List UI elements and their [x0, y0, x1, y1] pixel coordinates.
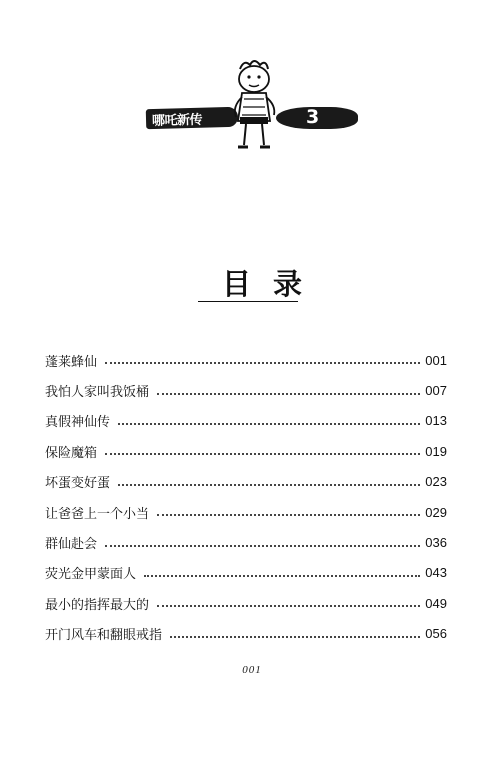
page-number: 001 — [242, 664, 262, 676]
toc-entry[interactable] — [45, 527, 447, 557]
toc-entry-title: 最小的指挥最大的 — [45, 597, 150, 613]
toc-entry-page: 007 — [425, 383, 447, 399]
toc-entry-page: 013 — [425, 413, 447, 429]
dot-leader — [118, 423, 420, 425]
toc-entry-title: 真假神仙传 — [45, 415, 111, 431]
toc-entry[interactable] — [45, 619, 447, 649]
dot-leader — [170, 636, 420, 638]
volume-badge — [276, 107, 358, 129]
toc-entry-page: 036 — [425, 535, 447, 551]
toc-entry[interactable] — [45, 497, 447, 527]
toc-entry-page: 023 — [425, 474, 447, 490]
toc-entry-page: 019 — [425, 443, 447, 459]
toc-entry[interactable] — [45, 375, 447, 405]
page-title: 目录 — [222, 267, 325, 301]
dot-leader — [105, 545, 420, 547]
toc-entry-page: 043 — [425, 565, 447, 581]
toc-entry-title: 开门风车和翻眼戒指 — [45, 628, 163, 644]
volume-number: 3 — [306, 106, 320, 128]
toc-entry[interactable] — [45, 558, 447, 588]
toc-entry[interactable] — [45, 588, 447, 618]
toc-entry-title: 坏蛋变好蛋 — [45, 476, 111, 492]
dot-leader — [118, 484, 420, 486]
table-of-contents — [45, 345, 447, 649]
toc-entry-page: 056 — [425, 626, 447, 642]
toc-entry-title: 让爸爸上一个小当 — [45, 506, 150, 522]
toc-entry-page: 001 — [425, 352, 447, 368]
dot-leader — [144, 575, 420, 577]
toc-entry-page: 029 — [425, 504, 447, 520]
toc-entry[interactable] — [45, 345, 447, 375]
toc-entry-title: 蓬莱蜂仙 — [45, 354, 98, 370]
dot-leader — [157, 605, 420, 607]
toc-entry-title: 荧光金甲蒙面人 — [45, 567, 137, 583]
toc-entry-title: 我怕人家叫我饭桶 — [45, 385, 150, 401]
dot-leader — [157, 514, 420, 516]
header-banner — [0, 55, 504, 165]
dot-leader — [157, 393, 420, 395]
dot-leader — [105, 362, 420, 364]
toc-entry-page: 049 — [425, 595, 447, 611]
dot-leader — [105, 453, 420, 455]
title-underline — [198, 301, 298, 302]
toc-entry-title: 群仙赴会 — [45, 537, 98, 553]
toc-entry-title: 保险魔箱 — [45, 445, 98, 461]
toc-entry[interactable] — [45, 406, 447, 436]
toc-entry[interactable] — [45, 467, 447, 497]
series-logo-text: 哪吒新传 — [151, 112, 203, 130]
mascot-illustration — [218, 55, 288, 157]
toc-entry[interactable] — [45, 436, 447, 466]
